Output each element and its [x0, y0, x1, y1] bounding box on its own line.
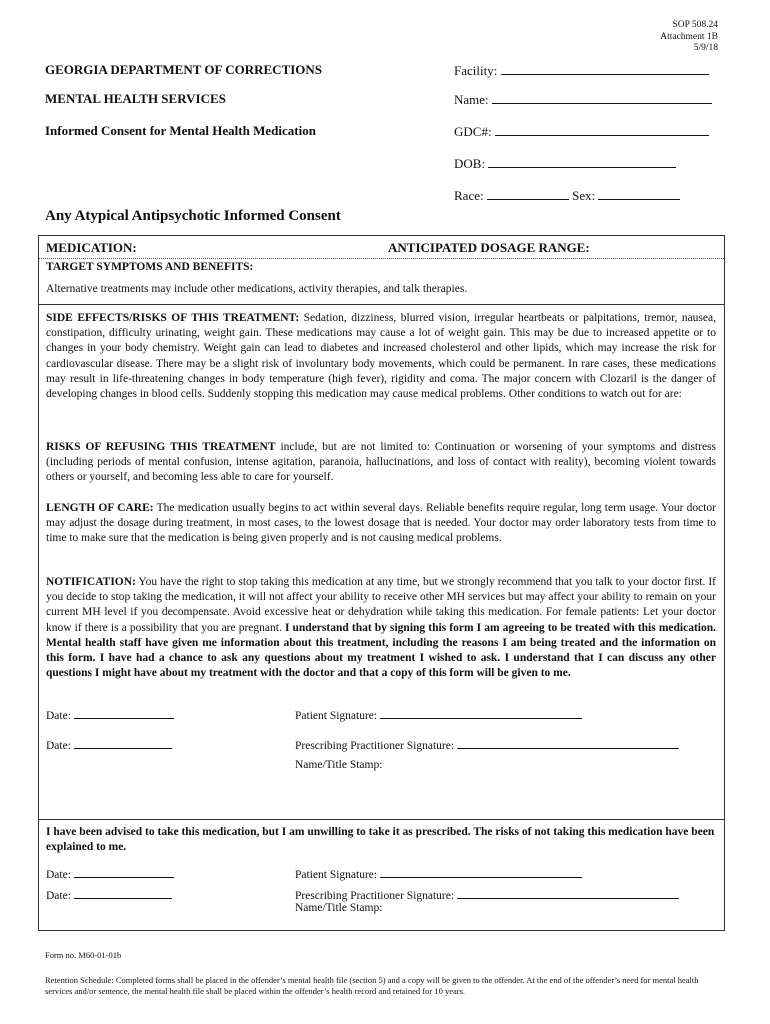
refusing-section: [46, 440, 716, 486]
service-title: MENTAL HEALTH SERVICES: [45, 91, 226, 106]
medication-label: MEDICATION:: [46, 240, 137, 255]
prescriber-signature[interactable]: [295, 736, 679, 752]
name-line[interactable]: [492, 91, 712, 104]
refusal-name-title-stamp: Name/Title Stamp:: [295, 902, 383, 914]
consent-date-line[interactable]: [74, 706, 174, 719]
gdc-line[interactable]: [495, 123, 709, 136]
refusal-statement: I have been advised to take this medication, but I am unwilling to take it as prescribed. The risks of not taking this medication have been explained to me.: [46, 826, 715, 854]
consent-date-field[interactable]: [46, 706, 174, 722]
facility-line[interactable]: [501, 62, 709, 75]
refusal-prescriber-date-line[interactable]: [74, 886, 172, 899]
attachment-label: Attachment 1B: [660, 31, 718, 42]
prescriber-signature-label: Prescribing Practitioner Signature:: [295, 740, 455, 752]
alternative-treatments: Alternative treatments may include other medications, activity therapies, and talk therapies.: [46, 283, 468, 295]
refusal-prescriber-date-field[interactable]: [46, 886, 172, 902]
side-effects-section: [46, 311, 716, 402]
length-text: The medication usually begins to act within several days. Reliable benefits require regular, long term usage. Your doctor may adjust the dosage during treatment, in most cases, to the lowest dosage that is needed. Your doctor may order laboratory tests from time to time to make sure that the medication is being given properly and is not causing medical problems.: [46, 502, 716, 545]
refusal-patient-line[interactable]: [380, 865, 582, 878]
department-title: GEORGIA DEPARTMENT OF CORRECTIONS: [45, 62, 323, 77]
prescriber-date-label: Date:: [46, 740, 71, 752]
form-number: Form no. M60-01-01b: [45, 950, 122, 960]
understand-statement: I understand that by signing this form I am agreeing to be treated with this medication. Mental health staff have given me information about this treatment, including the reasons I am being treated and the information on this form. I have had a chance to ask any questions about my treatment I wished to ask. I understand that I can discuss any other questions I might have about my treatment with the doctor and that a copy of this form will be given to me.: [46, 621, 716, 680]
side-effects-label: SIDE EFFECTS/RISKS OF THIS TREATMENT:: [46, 312, 300, 324]
facility-label: Facility:: [454, 63, 498, 78]
race-label: Race:: [454, 188, 484, 203]
form-title: Informed Consent for Mental Health Medication: [45, 123, 316, 138]
refusal-prescriber-line[interactable]: [457, 886, 679, 899]
name-field[interactable]: [454, 91, 712, 108]
gdc-label: GDC#:: [454, 124, 492, 139]
refusing-text: include, but are not limited to: Continuation or worsening of your symptoms and distress (including periods of mental confusion, intense agitation, paranoia, hallucinations, and loss of contact with reality), becoming violent towards others or yourself, and becoming less able to care for yourself.: [46, 441, 717, 484]
consent-title: Any Atypical Antipsychotic Informed Consent: [45, 208, 341, 224]
consent-patient-signature[interactable]: [295, 706, 582, 722]
sex-line[interactable]: [598, 187, 680, 200]
prescriber-signature-line[interactable]: [457, 736, 679, 749]
refusing-label: RISKS OF REFUSING THIS TREATMENT: [46, 441, 276, 453]
race-line[interactable]: [487, 187, 569, 200]
refusal-prescriber-label: Prescribing Practitioner Signature:: [295, 890, 455, 902]
race-sex-field[interactable]: [454, 187, 680, 204]
notification-text: You have the right to stop taking this medication at any time, but we strongly recommend that you talk to your doctor first. If you decide to stop taking the medication, it will not affect your ability to receive other MH services but may affect your ability to remain on your current MH level if you decompensate. Avoid excessive heat or dehydration while taking this medication. For female patients: Let your doctor know if there is a possibility that you are pregnant.: [46, 576, 716, 634]
patient-signature-line[interactable]: [380, 706, 582, 719]
refusal-statement-block: [46, 825, 716, 855]
refusal-prescriber-signature[interactable]: [295, 886, 679, 902]
dob-field[interactable]: [454, 155, 676, 172]
refusal-date-field[interactable]: [46, 865, 174, 881]
notification-label: NOTIFICATION:: [46, 576, 136, 588]
refusal-date-label: Date:: [46, 869, 71, 881]
dob-line[interactable]: [488, 155, 676, 168]
gdc-field[interactable]: [454, 123, 709, 140]
consent-body: [38, 304, 725, 820]
consent-date-label: Date:: [46, 710, 71, 722]
retention-schedule: Retention Schedule: Completed forms shall be placed in the offender’s mental health file (section 5) and a copy will be given to the offender. At the end of the offender’s need for mental health services and/or sentence, the mental health file shall be placed within the offender’s health record and retained for 10 years.: [45, 975, 699, 996]
document-reference: [660, 20, 718, 55]
medication-table: [38, 235, 725, 305]
side-effects-text: Sedation, dizziness, blurred vision, irregular heartbeats or palpitations, tremor, nausea, constipation, difficulty urinating, weight gain. These medications may cause a lot of weight gain. This may be due to increased appetite or to changes in your body chemistry. Weight gain can lead to diabetes and increased cholesterol and other lipids, which may increase the risk for cardiovascular disease. There may be a slight risk of involuntary body movements, which could be permanent. In rare cases, these medications may result in life-threatening changes in body temperature (high fever), rigidity and coma. The major concern with Clozaril is the danger of developing changes in blood cells. Suddenly stopping this medication may cause medical problems. Other conditions to watch out for are:: [46, 312, 716, 401]
table-divider: [39, 258, 724, 259]
refusal-patient-signature[interactable]: [295, 865, 582, 881]
dob-label: DOB:: [454, 156, 486, 171]
refusal-date-line[interactable]: [74, 865, 174, 878]
prescriber-date-field[interactable]: [46, 736, 172, 752]
patient-signature-label: Patient Signature:: [295, 710, 378, 722]
length-label: LENGTH OF CARE:: [46, 502, 154, 514]
dosage-label: ANTICIPATED DOSAGE RANGE:: [388, 240, 590, 255]
refusal-patient-label: Patient Signature:: [295, 869, 378, 881]
notification-section: [46, 575, 716, 681]
target-symptoms-label: TARGET SYMPTOMS AND BENEFITS:: [46, 261, 254, 273]
refusal-section: [38, 819, 725, 931]
facility-field[interactable]: [454, 62, 709, 79]
name-title-stamp: Name/Title Stamp:: [295, 759, 383, 771]
prescriber-date-line[interactable]: [74, 736, 172, 749]
revision-date: 5/9/18: [693, 43, 718, 53]
length-section: [46, 501, 716, 547]
sop-number: SOP 508.24: [672, 20, 718, 30]
refusal-prescriber-date-label: Date:: [46, 890, 71, 902]
sex-label: Sex:: [572, 188, 596, 203]
name-label: Name:: [454, 92, 489, 107]
